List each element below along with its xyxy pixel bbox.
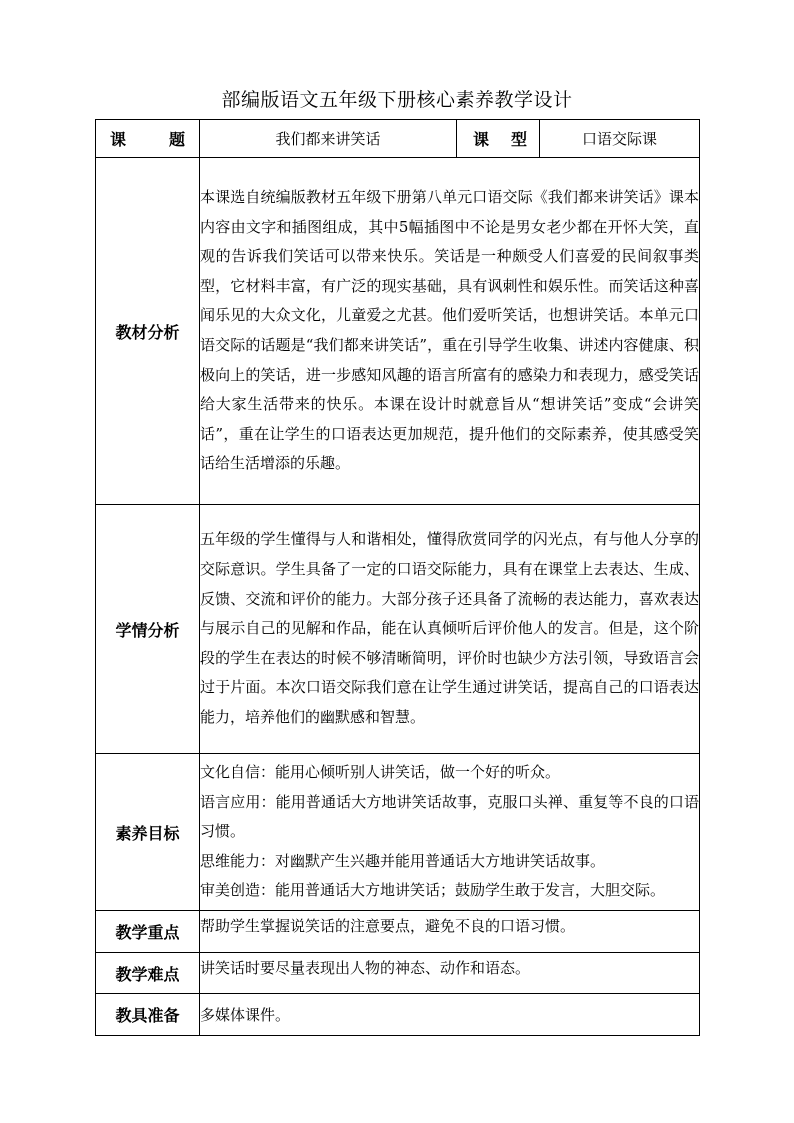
topic-label (96, 127, 199, 150)
literacy-goals-list (200, 754, 700, 911)
topic-label-cell (96, 120, 200, 158)
materials-label: 教具准备 (96, 994, 200, 1036)
literacy-goals-label: 素养目标 (96, 754, 200, 911)
type-label-cell (457, 120, 540, 158)
difficulties-text: 讲笑话时要尽量表现出人物的神态、动作和语态。 (200, 953, 700, 994)
literacy-goal-item: 思维能力：对幽默产生兴趣并能用普通话大方地讲笑话故事。 (200, 851, 606, 870)
student-analysis-text: 五年级的学生懂得与人和谐相处，懂得欣赏同学的闪光点，有与他人分享的交际意识。学生具备了一定的口语交际能力，具有在课堂上去表达、生成、反馈、交流和评价的能力。大部分孩子还具备了流畅的表达能力，喜欢表达与展示自己的见解和作品，能在认真倾听后评价他人的发言。但是，这个阶段的学生在表达的时候不够清晰简明，评价时也缺少方法引领，导致语言会过于片面。本次口语交际我们意在让学生通过讲笑话，提高自己的口语表达能力，培养他们的幽默感和智慧。 (200, 505, 700, 754)
literacy-goal-item: 语言应用：能用普通话大方地讲笑话故事，克服口头禅、重复等不良的口语习惯。 (200, 792, 699, 841)
textbook-analysis-label: 教材分析 (96, 158, 200, 505)
type-value: 口语交际课 (540, 120, 700, 158)
type-label (457, 127, 539, 150)
key-points-row (96, 911, 700, 953)
document-title: 部编版语文五年级下册核心素养教学设计 (221, 89, 573, 111)
literacy-goal-item: 文化自信：能用心倾听别人讲笑话，做一个好的听众。 (200, 763, 561, 782)
student-analysis-row (96, 505, 700, 754)
lesson-plan-table (95, 119, 700, 1036)
textbook-analysis-row (96, 158, 700, 505)
literacy-goals-row (96, 754, 700, 911)
difficulties-row (96, 953, 700, 994)
header-row (96, 120, 700, 158)
topic-label-char-2: 题 (168, 130, 185, 149)
materials-row (96, 994, 700, 1036)
type-label-char-2: 型 (510, 130, 527, 149)
key-points-label: 教学重点 (96, 911, 200, 953)
literacy-goal-item: 审美创造：能用普通话大方地讲笑话；鼓励学生敢于发言，大胆交际。 (200, 881, 666, 900)
type-label-char-1: 课 (473, 130, 490, 149)
materials-text: 多媒体课件。 (200, 994, 700, 1036)
student-analysis-label: 学情分析 (96, 505, 200, 754)
topic-label-char-1: 课 (110, 130, 127, 149)
topic-value: 我们都来讲笑话 (200, 120, 457, 158)
textbook-analysis-text: 本课选自统编版教材五年级下册第八单元口语交际《我们都来讲笑话》课本内容由文字和插图组成，其中5幅插图中不论是男女老少都在开怀大笑，直观的告诉我们笑话可以带来快乐。笑话是一种颇受人们喜爱的民间叙事类型，它材料丰富，有广泛的现实基础，具有讽刺性和娱乐性。而笑话这种喜闻乐见的大众文化，儿童爱之尤甚。他们爱听笑话，也想讲笑话。本单元口语交际的话题是“我们都来讲笑话”，重在引导学生收集、讲述内容健康、积极向上的笑话，进一步感知风趣的语言所富有的感染力和表现力，感受笑话给大家生活带来的快乐。本课在设计时就意旨从“想讲笑话”变成“会讲笑话”，重在让学生的口语表达更加规范，提升他们的交际素养，使其感受笑话给生活增添的乐趣。 (200, 158, 700, 505)
difficulties-label: 教学难点 (96, 953, 200, 994)
key-points-text: 帮助学生掌握说笑话的注意要点，避免不良的口语习惯。 (200, 911, 700, 953)
